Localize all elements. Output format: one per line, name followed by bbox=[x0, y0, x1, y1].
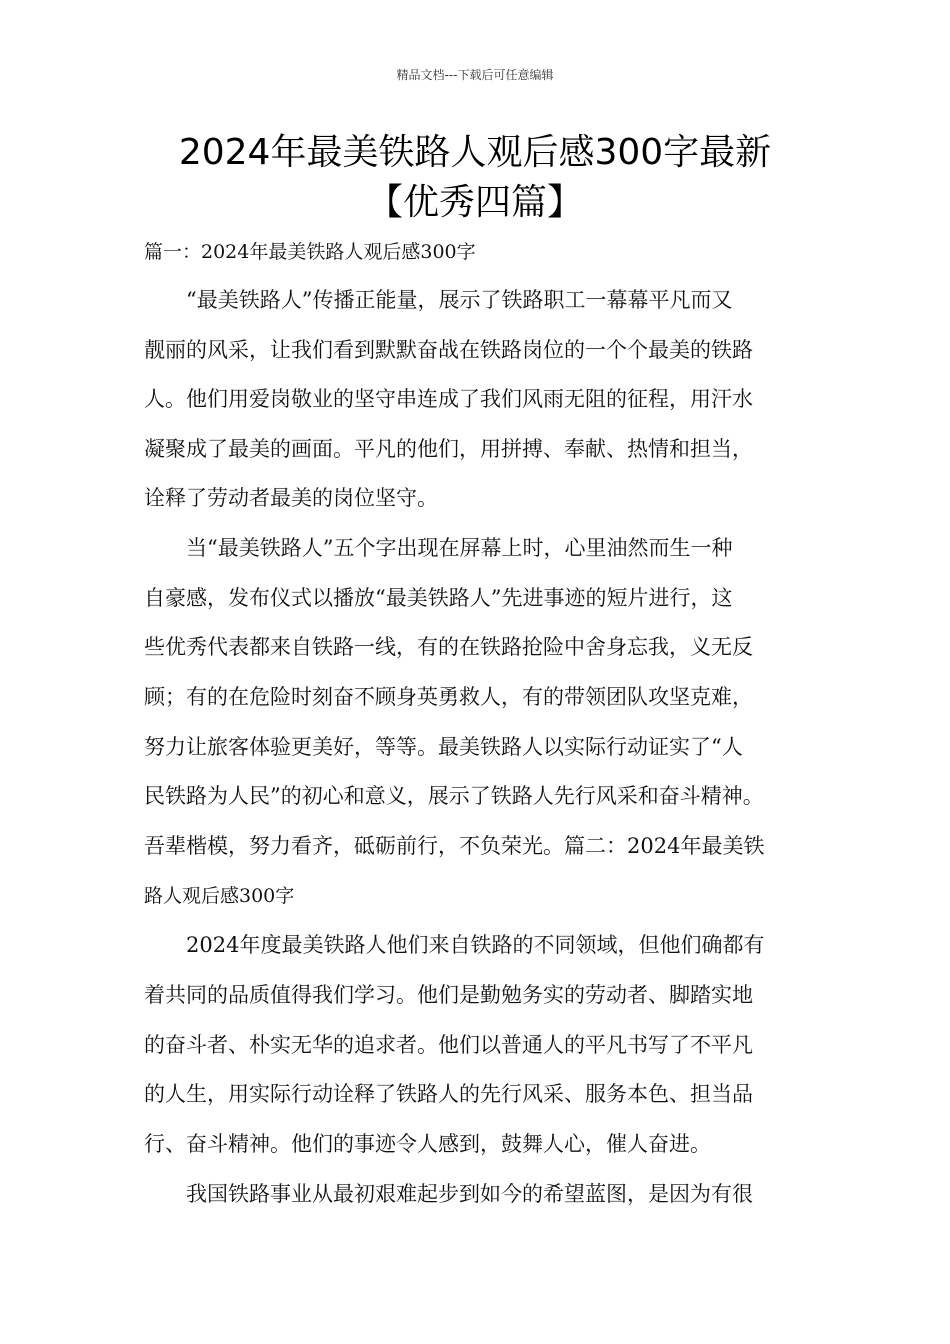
page-header: 精品文档---下载后可任意编辑 bbox=[396, 68, 554, 82]
paragraph-line: 吾辈楷模，努力看齐，砥砺前行，不负荣光。篇二：2024年最美铁 bbox=[144, 834, 765, 858]
paragraph-line: 顾；有的在危险时刻奋不顾身英勇救人，有的带领团队攻坚克难， bbox=[144, 685, 753, 709]
paragraph-line: 我国铁路事业从最初艰难起步到如今的希望蓝图，是因为有很 bbox=[186, 1182, 753, 1206]
paragraph-line: 凝聚成了最美的画面。平凡的他们，用拼搏、奉献、热情和担当， bbox=[144, 437, 753, 461]
section-heading-1: 篇一：2024年最美铁路人观后感300字 bbox=[144, 241, 476, 263]
paragraph-line: 着共同的品质值得我们学习。他们是勤勉务实的劳动者、脚踏实地 bbox=[144, 983, 753, 1007]
paragraph-line: 人。他们用爱岗敬业的坚守串连成了我们风雨无阻的征程，用汗水 bbox=[144, 387, 753, 411]
paragraph-line: 诠释了劳动者最美的岗位坚守。 bbox=[144, 486, 438, 510]
paragraph-line: 民铁路为人民”的初心和意义，展示了铁路人先行风采和奋斗精神。 bbox=[144, 784, 764, 808]
paragraph-line: “最美铁路人”传播正能量，展示了铁路职工一幕幕平凡而又 bbox=[186, 288, 733, 312]
paragraph-line: 努力让旅客体验更美好，等等。最美铁路人以实际行动证实了“人 bbox=[144, 735, 743, 759]
paragraph-line: 靓丽的风采，让我们看到默默奋战在铁路岗位的一个个最美的铁路 bbox=[144, 338, 753, 362]
paragraph-line: 的人生，用实际行动诠释了铁路人的先行风采、服务本色、担当品 bbox=[144, 1082, 753, 1106]
title-line-2: 【优秀四篇】 bbox=[366, 182, 583, 223]
paragraph-line: 当“最美铁路人”五个字出现在屏幕上时，心里油然而生一种 bbox=[186, 536, 733, 560]
document-title bbox=[120, 128, 830, 228]
paragraph-line: 2024年度最美铁路人他们来自铁路的不同领域，但他们确都有 bbox=[186, 933, 765, 957]
paragraph-line: 的奋斗者、朴实无华的追求者。他们以普通人的平凡书写了不平凡 bbox=[144, 1033, 753, 1057]
paragraph-line: 行、奋斗精神。他们的事迹令人感到，鼓舞人心，催人奋进。 bbox=[144, 1132, 711, 1156]
title-line-1: 2024年最美铁路人观后感300字最新 bbox=[178, 132, 772, 173]
paragraph-line: 自豪感，发布仪式以播放“最美铁路人”先进事迹的短片进行，这 bbox=[144, 586, 733, 610]
paragraph-line: 路人观后感300字 bbox=[144, 885, 295, 907]
paragraph-line: 些优秀代表都来自铁路一线，有的在铁路抢险中舍身忘我，义无反 bbox=[144, 635, 753, 659]
